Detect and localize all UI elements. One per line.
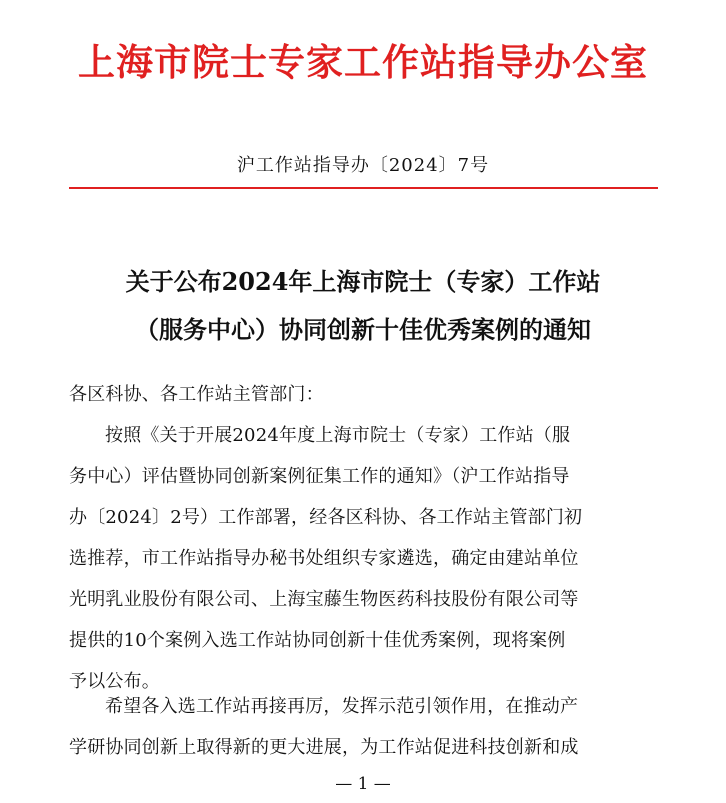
page-number: — 1 — [335, 774, 391, 794]
document-number: 沪工作站指导办〔2024〕7号 [236, 155, 490, 176]
paragraph-line: 按照《关于开展2024年度上海市院士（专家）工作站（服 [105, 425, 571, 446]
title-line-2: （服务中心）协同创新十佳优秀案例的通知 [135, 315, 591, 344]
paragraph-line: 光明乳业股份有限公司、上海宝藤生物医药科技股份有限公司等 [69, 589, 579, 610]
paragraph-line: 提供的10个案例入选工作站协同创新十佳优秀案例，现将案例 [69, 630, 566, 651]
paragraph-line: 办〔2024〕2号）工作部署，经各区科协、各工作站主管部门初 [69, 507, 583, 528]
paragraph-line: 选推荐，市工作站指导办秘书处组织专家遴选，确定由建站单位 [69, 548, 579, 569]
title-line-1: 关于公布2024年上海市院士（专家）工作站 [125, 267, 601, 296]
red-divider-line [69, 187, 658, 189]
salutation [69, 374, 659, 415]
paragraph-line: 学研协同创新上取得新的更大进展，为工作站促进科技创新和成 [69, 737, 579, 758]
body-paragraph-2 [69, 686, 659, 768]
paragraph-line: 务中心）评估暨协同创新案例征集工作的通知》（沪工作站指导 [69, 466, 570, 487]
issuing-office-header: 上海市院士专家工作站指导办公室 [78, 40, 648, 84]
salutation-text: 各区科协、各工作站主管部门： [69, 384, 324, 405]
paragraph-line: 希望各入选工作站再接再厉，发挥示范引领作用，在推动产 [105, 696, 579, 717]
body-paragraph-1 [69, 415, 659, 702]
paragraph-line: 予以公布。 [69, 671, 160, 692]
document-title [0, 258, 726, 354]
